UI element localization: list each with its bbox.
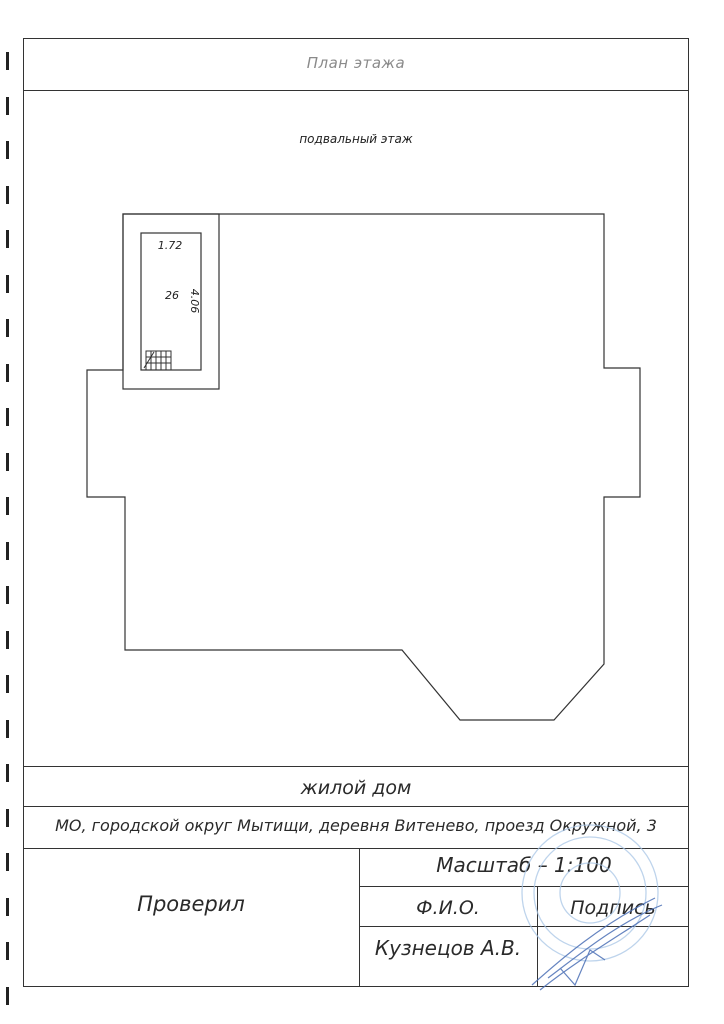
signature-header: Подпись (570, 897, 656, 919)
checked-label: Проверил (137, 892, 245, 916)
sheet-title: План этажа (306, 54, 406, 72)
name-header: Ф.И.О. (416, 897, 480, 919)
floor-label: подвальный этаж (299, 132, 413, 146)
scale-label: Масштаб – 1:100 (436, 853, 612, 877)
address-text: МО, городской округ Мытищи, деревня Витенево, проезд Окружной, 3 (55, 816, 657, 835)
checker-name: Кузнецов А.В. (374, 936, 522, 960)
room-width-label: 1.72 (157, 239, 183, 252)
building-type: жилой дом (300, 777, 412, 799)
room-length-label: 4.06 (188, 288, 201, 314)
stairs-icon (144, 351, 171, 370)
room-number-label: 26 (165, 289, 179, 302)
